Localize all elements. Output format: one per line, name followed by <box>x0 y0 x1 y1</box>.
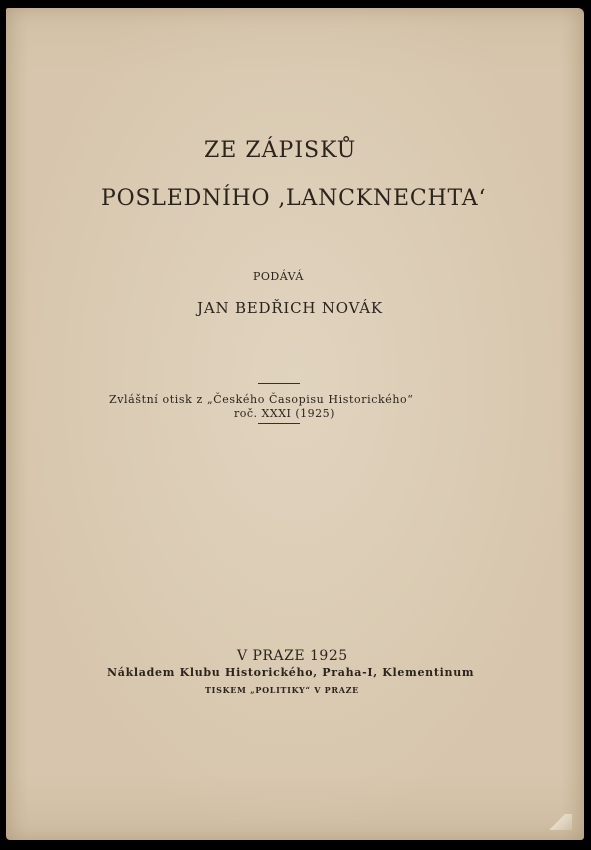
document-page <box>6 8 584 840</box>
torn-corner <box>546 814 572 830</box>
title-line-1: ZE ZÁPISKŮ <box>204 138 357 163</box>
author-name: JAN BEDŘICH NOVÁK <box>197 299 383 317</box>
reprint-note: Zvláštní otisk z „Českého Časopisu Historického“ <box>109 393 414 406</box>
presented-by-label: PODÁVÁ <box>253 270 304 283</box>
publisher-line: Nákladem Klubu Historického, Praha-I, Klementinum <box>107 666 475 679</box>
divider-top <box>258 383 300 384</box>
title-line-2: POSLEDNÍHO ‚LANCKNECHTA‘ <box>101 186 487 211</box>
divider-bottom <box>258 423 300 424</box>
volume-info: roč. XXXI (1925) <box>234 407 335 420</box>
place-and-year: V PRAZE 1925 <box>237 648 348 664</box>
printer-line: TISKEM „POLITIKY“ V PRAZE <box>205 685 359 695</box>
